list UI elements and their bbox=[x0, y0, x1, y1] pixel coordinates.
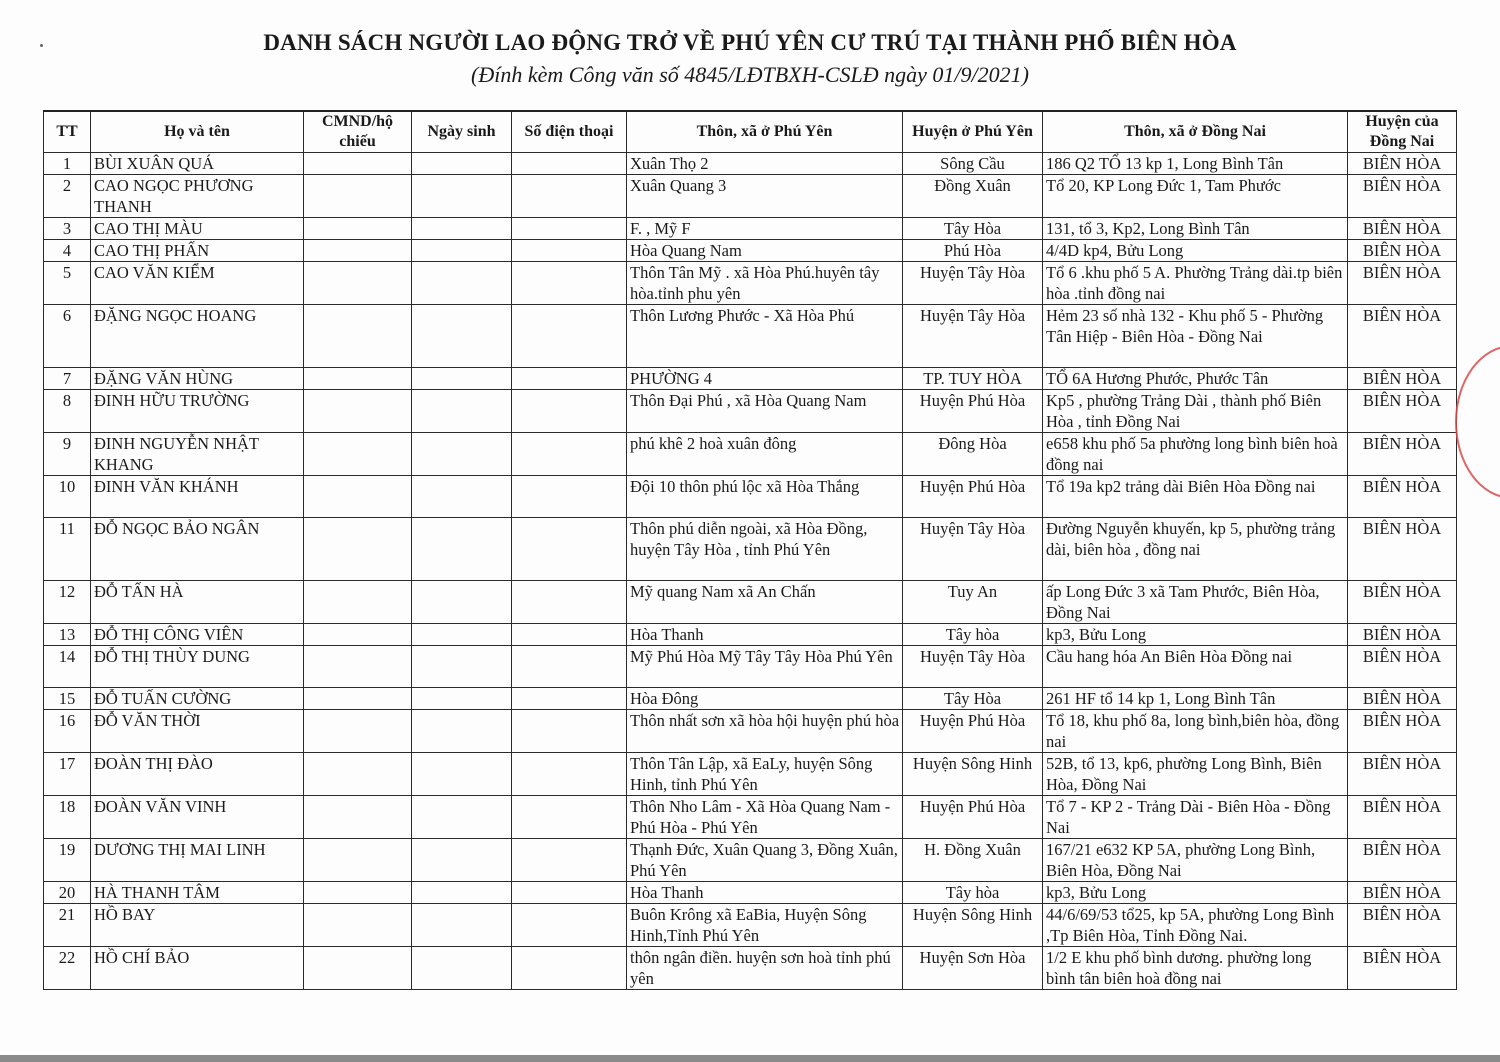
phone-number bbox=[512, 947, 627, 990]
id-number bbox=[304, 688, 412, 710]
district-dong-nai: BIÊN HÒA bbox=[1348, 518, 1457, 581]
village-dong-nai: 1/2 E khu phố bình dương. phường long bình tân biên hoà đồng nai bbox=[1043, 947, 1348, 990]
village-dong-nai: Tổ 7 - KP 2 - Trảng Dài - Biên Hòa - Đồng Nai bbox=[1043, 796, 1348, 839]
table-row bbox=[44, 518, 1457, 581]
phone-number bbox=[512, 433, 627, 476]
village-dong-nai: e658 khu phố 5a phường long bình biên hoà đồng nai bbox=[1043, 433, 1348, 476]
birth-date bbox=[412, 753, 512, 796]
document-title: DANH SÁCH NGƯỜI LAO ĐỘNG TRỞ VỀ PHÚ YÊN CƯ TRÚ TẠI THÀNH PHỐ BIÊN HÒA bbox=[263, 30, 1237, 55]
birth-date bbox=[412, 624, 512, 646]
district-dong-nai: BIÊN HÒA bbox=[1348, 153, 1457, 175]
village-phu-yen: PHƯỜNG 4 bbox=[627, 368, 903, 390]
row-number: 4 bbox=[44, 240, 91, 262]
district-phu-yen: Phú Hòa bbox=[903, 240, 1043, 262]
district-phu-yen: Huyện Sông Hinh bbox=[903, 904, 1043, 947]
row-number: 9 bbox=[44, 433, 91, 476]
birth-date bbox=[412, 218, 512, 240]
birth-date bbox=[412, 796, 512, 839]
district-phu-yen: Tây Hòa bbox=[903, 218, 1043, 240]
row-number: 17 bbox=[44, 753, 91, 796]
table-row bbox=[44, 947, 1457, 990]
id-number bbox=[304, 518, 412, 581]
id-number bbox=[304, 796, 412, 839]
district-phu-yen: Huyện Tây Hòa bbox=[903, 518, 1043, 581]
village-phu-yen: Hòa Quang Nam bbox=[627, 240, 903, 262]
row-number: 11 bbox=[44, 518, 91, 581]
row-number: 3 bbox=[44, 218, 91, 240]
row-number: 22 bbox=[44, 947, 91, 990]
person-name: ĐỖ VĂN THỜI bbox=[91, 710, 304, 753]
phone-number bbox=[512, 839, 627, 882]
birth-date bbox=[412, 476, 512, 518]
id-number bbox=[304, 476, 412, 518]
person-name: CAO VĂN KIỂM bbox=[91, 262, 304, 305]
phone-number bbox=[512, 753, 627, 796]
district-dong-nai: BIÊN HÒA bbox=[1348, 904, 1457, 947]
row-number: 8 bbox=[44, 390, 91, 433]
birth-date bbox=[412, 305, 512, 368]
district-phu-yen: Tây hòa bbox=[903, 882, 1043, 904]
birth-date bbox=[412, 368, 512, 390]
id-number bbox=[304, 710, 412, 753]
birth-date bbox=[412, 262, 512, 305]
phone-number bbox=[512, 368, 627, 390]
phone-number bbox=[512, 262, 627, 305]
row-number: 7 bbox=[44, 368, 91, 390]
id-number bbox=[304, 240, 412, 262]
table-row bbox=[44, 240, 1457, 262]
person-name: ĐỖ THỊ CÔNG VIÊN bbox=[91, 624, 304, 646]
person-name: CAO THỊ PHẤN bbox=[91, 240, 304, 262]
birth-date bbox=[412, 390, 512, 433]
village-dong-nai: ấp Long Đức 3 xã Tam Phước, Biên Hòa, Đồng Nai bbox=[1043, 581, 1348, 624]
district-dong-nai: BIÊN HÒA bbox=[1348, 175, 1457, 218]
phone-number bbox=[512, 688, 627, 710]
birth-date bbox=[412, 153, 512, 175]
document-subtitle: (Đính kèm Công văn số 4845/LĐTBXH-CSLĐ ngày 01/9/2021) bbox=[471, 62, 1029, 87]
phone-number bbox=[512, 153, 627, 175]
district-dong-nai: BIÊN HÒA bbox=[1348, 240, 1457, 262]
village-dong-nai: Đường Nguyễn khuyến, kp 5, phường trảng dài, biên hòa , đồng nai bbox=[1043, 518, 1348, 581]
header-name: Họ và tên bbox=[91, 111, 304, 153]
birth-date bbox=[412, 646, 512, 688]
person-name: ĐẶNG NGỌC HOANG bbox=[91, 305, 304, 368]
table-row bbox=[44, 305, 1457, 368]
worker-list-table bbox=[43, 110, 1457, 990]
header-id: CMND/hộ chiếu bbox=[304, 111, 412, 153]
village-dong-nai: kp3, Bửu Long bbox=[1043, 882, 1348, 904]
village-phu-yen: thôn ngân điền. huyện sơn hoà tỉnh phú yên bbox=[627, 947, 903, 990]
district-phu-yen: Sông Cầu bbox=[903, 153, 1043, 175]
id-number bbox=[304, 368, 412, 390]
phone-number bbox=[512, 218, 627, 240]
district-phu-yen: Đồng Xuân bbox=[903, 175, 1043, 218]
phone-number bbox=[512, 476, 627, 518]
village-phu-yen: Mỹ Phú Hòa Mỹ Tây Tây Hòa Phú Yên bbox=[627, 646, 903, 688]
district-phu-yen: TP. TUY HÒA bbox=[903, 368, 1043, 390]
row-number: 5 bbox=[44, 262, 91, 305]
person-name: HỒ BAY bbox=[91, 904, 304, 947]
person-name: ĐOÀN VĂN VINH bbox=[91, 796, 304, 839]
village-dong-nai: Cầu hang hóa An Biên Hòa Đồng nai bbox=[1043, 646, 1348, 688]
row-number: 15 bbox=[44, 688, 91, 710]
phone-number bbox=[512, 175, 627, 218]
id-number bbox=[304, 218, 412, 240]
phone-number bbox=[512, 646, 627, 688]
person-name: DƯƠNG THỊ MAI LINH bbox=[91, 839, 304, 882]
row-number: 6 bbox=[44, 305, 91, 368]
village-phu-yen: Thôn Nho Lâm - Xã Hòa Quang Nam - Phú Hòa - Phú Yên bbox=[627, 796, 903, 839]
village-dong-nai: 4/4D kp4, Bửu Long bbox=[1043, 240, 1348, 262]
birth-date bbox=[412, 882, 512, 904]
birth-date bbox=[412, 518, 512, 581]
table-row bbox=[44, 476, 1457, 518]
row-number: 20 bbox=[44, 882, 91, 904]
table-row bbox=[44, 753, 1457, 796]
village-phu-yen: F. , Mỹ F bbox=[627, 218, 903, 240]
district-dong-nai: BIÊN HÒA bbox=[1348, 882, 1457, 904]
id-number bbox=[304, 904, 412, 947]
row-number: 13 bbox=[44, 624, 91, 646]
table-row bbox=[44, 390, 1457, 433]
table-row bbox=[44, 581, 1457, 624]
header-dob: Ngày sinh bbox=[412, 111, 512, 153]
birth-date bbox=[412, 839, 512, 882]
district-dong-nai: BIÊN HÒA bbox=[1348, 218, 1457, 240]
district-dong-nai: BIÊN HÒA bbox=[1348, 368, 1457, 390]
row-number: 2 bbox=[44, 175, 91, 218]
district-dong-nai: BIÊN HÒA bbox=[1348, 476, 1457, 518]
table-row bbox=[44, 368, 1457, 390]
id-number bbox=[304, 305, 412, 368]
district-dong-nai: BIÊN HÒA bbox=[1348, 262, 1457, 305]
district-phu-yen: Huyện Sơn Hòa bbox=[903, 947, 1043, 990]
row-number: 1 bbox=[44, 153, 91, 175]
id-number bbox=[304, 581, 412, 624]
id-number bbox=[304, 153, 412, 175]
phone-number bbox=[512, 710, 627, 753]
village-dong-nai: TỔ 6A Hương Phước, Phước Tân bbox=[1043, 368, 1348, 390]
village-phu-yen: Thôn Lương Phước - Xã Hòa Phú bbox=[627, 305, 903, 368]
table-row bbox=[44, 710, 1457, 753]
person-name: CAO THỊ MÀU bbox=[91, 218, 304, 240]
person-name: HÀ THANH TÂM bbox=[91, 882, 304, 904]
district-dong-nai: BIÊN HÒA bbox=[1348, 305, 1457, 368]
phone-number bbox=[512, 305, 627, 368]
district-phu-yen: Huyện Sông Hinh bbox=[903, 753, 1043, 796]
district-dong-nai: BIÊN HÒA bbox=[1348, 433, 1457, 476]
village-phu-yen: Thạnh Đức, Xuân Quang 3, Đồng Xuân, Phú Yên bbox=[627, 839, 903, 882]
birth-date bbox=[412, 581, 512, 624]
person-name: ĐỖ NGỌC BẢO NGÂN bbox=[91, 518, 304, 581]
table-row bbox=[44, 646, 1457, 688]
id-number bbox=[304, 882, 412, 904]
id-number bbox=[304, 624, 412, 646]
district-phu-yen: Huyện Phú Hòa bbox=[903, 390, 1043, 433]
birth-date bbox=[412, 175, 512, 218]
id-number bbox=[304, 433, 412, 476]
village-phu-yen: Hòa Đông bbox=[627, 688, 903, 710]
person-name: ĐỖ TUẤN CƯỜNG bbox=[91, 688, 304, 710]
phone-number bbox=[512, 796, 627, 839]
person-name: ĐỖ THỊ THÙY DUNG bbox=[91, 646, 304, 688]
row-number: 21 bbox=[44, 904, 91, 947]
village-dong-nai: 131, tổ 3, Kp2, Long Bình Tân bbox=[1043, 218, 1348, 240]
village-phu-yen: Mỹ quang Nam xã An Chấn bbox=[627, 581, 903, 624]
district-dong-nai: BIÊN HÒA bbox=[1348, 947, 1457, 990]
row-number: 16 bbox=[44, 710, 91, 753]
district-dong-nai: BIÊN HÒA bbox=[1348, 624, 1457, 646]
header-tt: TT bbox=[44, 111, 91, 153]
district-dong-nai: BIÊN HÒA bbox=[1348, 390, 1457, 433]
village-dong-nai: 167/21 e632 KP 5A, phường Long Bình, Biên Hòa, Đồng Nai bbox=[1043, 839, 1348, 882]
phone-number bbox=[512, 518, 627, 581]
table-row bbox=[44, 433, 1457, 476]
village-phu-yen: Xuân Thọ 2 bbox=[627, 153, 903, 175]
table-row bbox=[44, 688, 1457, 710]
district-phu-yen: Đông Hòa bbox=[903, 433, 1043, 476]
birth-date bbox=[412, 947, 512, 990]
village-phu-yen: Thôn nhất sơn xã hòa hội huyện phú hòa bbox=[627, 710, 903, 753]
row-number: 14 bbox=[44, 646, 91, 688]
person-name: ĐINH HỮU TRƯỜNG bbox=[91, 390, 304, 433]
table-row bbox=[44, 153, 1457, 175]
id-number bbox=[304, 390, 412, 433]
person-name: ĐỖ TẤN HÀ bbox=[91, 581, 304, 624]
village-phu-yen: Hòa Thanh bbox=[627, 882, 903, 904]
birth-date bbox=[412, 904, 512, 947]
village-dong-nai: Hẻm 23 số nhà 132 - Khu phố 5 - Phường Tân Hiệp - Biên Hòa - Đồng Nai bbox=[1043, 305, 1348, 368]
table-row bbox=[44, 262, 1457, 305]
district-phu-yen: Tây Hòa bbox=[903, 688, 1043, 710]
village-dong-nai: 44/6/69/53 tổ25, kp 5A, phường Long Bình ,Tp Biên Hòa, Tỉnh Đồng Nai. bbox=[1043, 904, 1348, 947]
district-phu-yen: Huyện Tây Hòa bbox=[903, 646, 1043, 688]
village-phu-yen: Thôn Đại Phú , xã Hòa Quang Nam bbox=[627, 390, 903, 433]
id-number bbox=[304, 753, 412, 796]
district-phu-yen: Tuy An bbox=[903, 581, 1043, 624]
table-row bbox=[44, 624, 1457, 646]
village-dong-nai: Kp5 , phường Trảng Dài , thành phố Biên Hòa , tỉnh Đồng Nai bbox=[1043, 390, 1348, 433]
phone-number bbox=[512, 882, 627, 904]
table-row bbox=[44, 839, 1457, 882]
person-name: BÙI XUÂN QUÁ bbox=[91, 153, 304, 175]
birth-date bbox=[412, 710, 512, 753]
phone-number bbox=[512, 581, 627, 624]
district-phu-yen: Huyện Phú Hòa bbox=[903, 796, 1043, 839]
district-phu-yen: Huyện Tây Hòa bbox=[903, 262, 1043, 305]
row-number: 10 bbox=[44, 476, 91, 518]
header-village-py: Thôn, xã ở Phú Yên bbox=[627, 111, 903, 153]
village-phu-yen: Xuân Quang 3 bbox=[627, 175, 903, 218]
district-phu-yen: Tây hòa bbox=[903, 624, 1043, 646]
district-dong-nai: BIÊN HÒA bbox=[1348, 753, 1457, 796]
row-number: 12 bbox=[44, 581, 91, 624]
id-number bbox=[304, 175, 412, 218]
header-district-py: Huyện ở Phú Yên bbox=[903, 111, 1043, 153]
id-number bbox=[304, 839, 412, 882]
district-phu-yen: Huyện Phú Hòa bbox=[903, 710, 1043, 753]
table-row bbox=[44, 882, 1457, 904]
district-dong-nai: BIÊN HÒA bbox=[1348, 839, 1457, 882]
person-name: ĐẶNG VĂN HÙNG bbox=[91, 368, 304, 390]
district-phu-yen: Huyện Tây Hòa bbox=[903, 305, 1043, 368]
village-dong-nai: Tổ 18, khu phố 8a, long bình,biên hòa, đồng nai bbox=[1043, 710, 1348, 753]
district-phu-yen: H. Đồng Xuân bbox=[903, 839, 1043, 882]
village-phu-yen: Thôn Tân Lập, xã EaLy, huyện Sông Hinh, tỉnh Phú Yên bbox=[627, 753, 903, 796]
table-row bbox=[44, 904, 1457, 947]
village-phu-yen: Thôn phú diễn ngoài, xã Hòa Đồng, huyện Tây Hòa , tỉnh Phú Yên bbox=[627, 518, 903, 581]
row-number: 19 bbox=[44, 839, 91, 882]
table-row bbox=[44, 796, 1457, 839]
village-phu-yen: phú khê 2 hoà xuân đông bbox=[627, 433, 903, 476]
village-phu-yen: Đội 10 thôn phú lộc xã Hòa Thắng bbox=[627, 476, 903, 518]
district-dong-nai: BIÊN HÒA bbox=[1348, 646, 1457, 688]
district-dong-nai: BIÊN HÒA bbox=[1348, 688, 1457, 710]
birth-date bbox=[412, 688, 512, 710]
district-dong-nai: BIÊN HÒA bbox=[1348, 710, 1457, 753]
district-dong-nai: BIÊN HÒA bbox=[1348, 581, 1457, 624]
id-number bbox=[304, 947, 412, 990]
scan-edge bbox=[0, 1055, 1500, 1062]
village-dong-nai: kp3, Bửu Long bbox=[1043, 624, 1348, 646]
district-phu-yen: Huyện Phú Hòa bbox=[903, 476, 1043, 518]
birth-date bbox=[412, 240, 512, 262]
village-phu-yen: Thôn Tân Mỹ . xã Hòa Phú.huyên tây hòa.tỉnh phu yên bbox=[627, 262, 903, 305]
village-phu-yen: Buôn Krông xã EaBia, Huyện Sông Hinh,Tỉnh Phú Yên bbox=[627, 904, 903, 947]
district-dong-nai: BIÊN HÒA bbox=[1348, 796, 1457, 839]
village-dong-nai: Tổ 20, KP Long Đức 1, Tam Phước bbox=[1043, 175, 1348, 218]
header-district-dn: Huyện của Đồng Nai bbox=[1348, 111, 1457, 153]
village-dong-nai: 261 HF tổ 14 kp 1, Long Bình Tân bbox=[1043, 688, 1348, 710]
table-row bbox=[44, 218, 1457, 240]
table-body bbox=[44, 153, 1457, 990]
village-dong-nai: Tổ 6 .khu phố 5 A. Phường Trảng dài.tp biên hòa .tỉnh đồng nai bbox=[1043, 262, 1348, 305]
red-seal-stamp bbox=[1455, 345, 1500, 499]
person-name: CAO NGỌC PHƯƠNG THANH bbox=[91, 175, 304, 218]
header-phone: Số điện thoại bbox=[512, 111, 627, 153]
village-dong-nai: Tổ 19a kp2 trảng dài Biên Hòa Đồng nai bbox=[1043, 476, 1348, 518]
table-row bbox=[44, 175, 1457, 218]
village-phu-yen: Hòa Thanh bbox=[627, 624, 903, 646]
person-name: ĐINH NGUYỄN NHẬT KHANG bbox=[91, 433, 304, 476]
person-name: ĐINH VĂN KHÁNH bbox=[91, 476, 304, 518]
person-name: ĐOÀN THỊ ĐÀO bbox=[91, 753, 304, 796]
village-dong-nai: 52B, tổ 13, kp6, phường Long Bình, Biên Hòa, Đồng Nai bbox=[1043, 753, 1348, 796]
phone-number bbox=[512, 904, 627, 947]
village-dong-nai: 186 Q2 TỔ 13 kp 1, Long Bình Tân bbox=[1043, 153, 1348, 175]
id-number bbox=[304, 646, 412, 688]
row-number: 18 bbox=[44, 796, 91, 839]
table-header-row bbox=[44, 111, 1457, 153]
id-number bbox=[304, 262, 412, 305]
header-village-dn: Thôn, xã ở Đồng Nai bbox=[1043, 111, 1348, 153]
phone-number bbox=[512, 624, 627, 646]
person-name: HỒ CHÍ BẢO bbox=[91, 947, 304, 990]
birth-date bbox=[412, 433, 512, 476]
phone-number bbox=[512, 240, 627, 262]
phone-number bbox=[512, 390, 627, 433]
